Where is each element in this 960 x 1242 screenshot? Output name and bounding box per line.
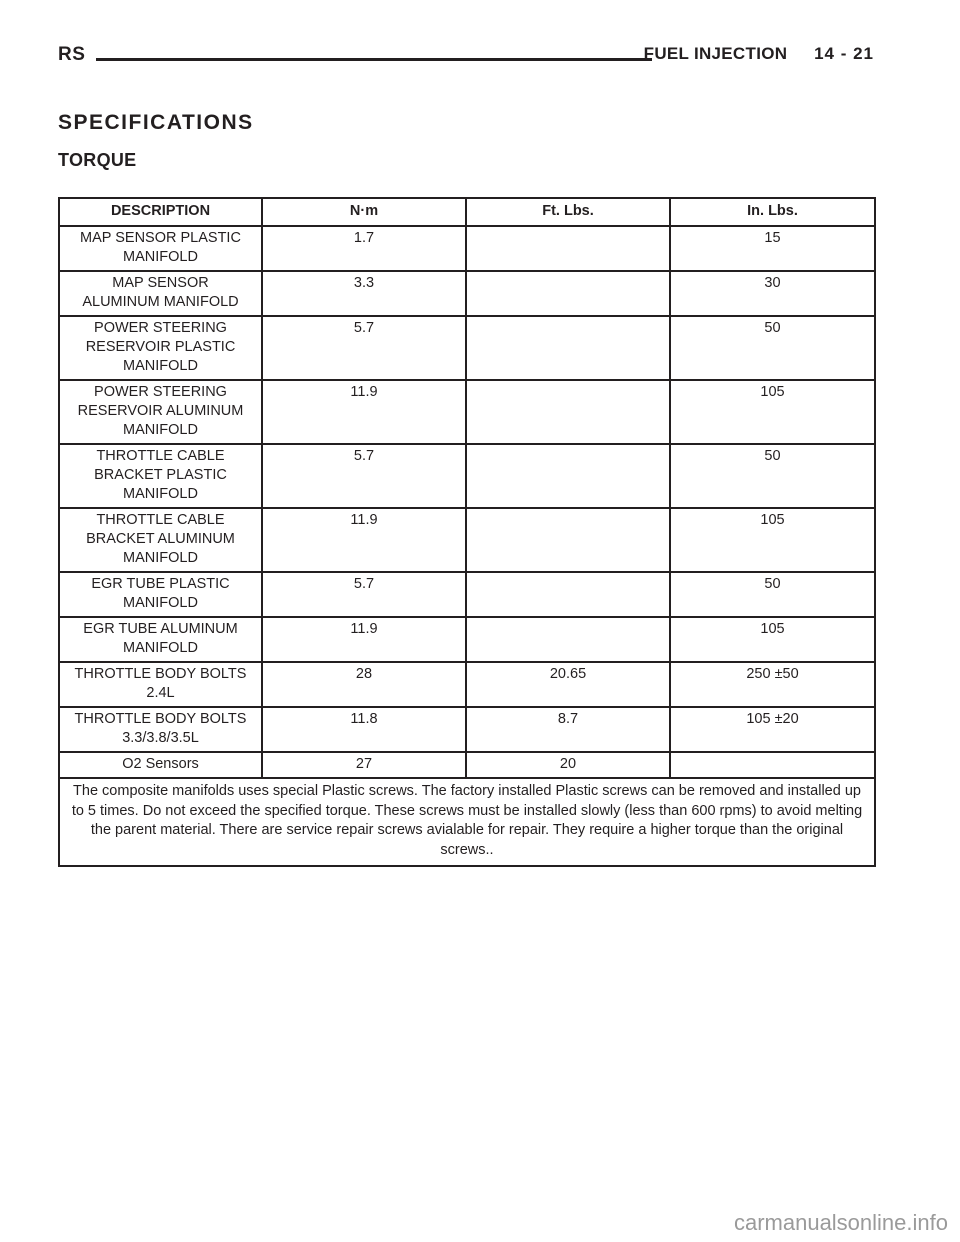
cell-in-lbs: 105 [670,380,875,444]
cell-nm: 11.9 [262,380,466,444]
cell-in-lbs: 50 [670,444,875,508]
table-row [59,226,875,271]
cell-ft-lbs [466,572,670,617]
cell-description: POWER STEERING RESERVOIR PLASTIC MANIFOLD [59,316,262,380]
cell-ft-lbs: 20.65 [466,662,670,707]
table-row [59,508,875,572]
table-row [59,617,875,662]
header-rule [96,58,652,61]
table-note: The composite manifolds uses special Plastic screws. The factory installed Plastic screws can be removed and installed up to 5 times. Do not exceed the specified torque. These screws must be installed slowly (less than 600 rpms) to avoid melting the parent material. There are service repair screws avialable for repair. They require a higher torque than the original screws.. [59,778,875,866]
column-header-nm: N·m [262,198,466,226]
cell-description: O2 Sensors [59,752,262,778]
cell-nm: 11.9 [262,617,466,662]
cell-ft-lbs [466,226,670,271]
cell-in-lbs: 50 [670,572,875,617]
cell-ft-lbs: 8.7 [466,707,670,752]
cell-nm: 5.7 [262,316,466,380]
cell-ft-lbs [466,508,670,572]
cell-description: EGR TUBE ALUMINUM MANIFOLD [59,617,262,662]
cell-in-lbs: 105 ±20 [670,707,875,752]
cell-in-lbs: 105 [670,508,875,572]
cell-description: EGR TUBE PLASTIC MANIFOLD [59,572,262,617]
cell-nm: 3.3 [262,271,466,316]
cell-description: THROTTLE BODY BOLTS 3.3/3.8/3.5L [59,707,262,752]
cell-nm: 1.7 [262,226,466,271]
table-row [59,444,875,508]
cell-description: MAP SENSOR ALUMINUM MANIFOLD [59,271,262,316]
cell-in-lbs: 250 ±50 [670,662,875,707]
cell-ft-lbs [466,617,670,662]
cell-ft-lbs [466,271,670,316]
cell-ft-lbs: 20 [466,752,670,778]
table-row [59,707,875,752]
page-header [58,44,874,72]
table-note-row [59,778,875,866]
cell-ft-lbs [466,316,670,380]
cell-nm: 11.9 [262,508,466,572]
cell-in-lbs: 15 [670,226,875,271]
subsection-title: TORQUE [58,150,137,170]
table-header-row [59,198,875,226]
cell-in-lbs [670,752,875,778]
table-row [59,380,875,444]
cell-nm: 5.7 [262,444,466,508]
header-right [644,44,874,64]
cell-nm: 28 [262,662,466,707]
table-row [59,271,875,316]
cell-description: THROTTLE BODY BOLTS 2.4L [59,662,262,707]
cell-nm: 27 [262,752,466,778]
section-title: SPECIFICATIONS [58,111,254,134]
cell-in-lbs: 105 [670,617,875,662]
watermark: carmanualsonline.info [733,1210,948,1235]
header-section-title: FUEL INJECTION [643,44,788,63]
cell-nm: 5.7 [262,572,466,617]
table-row [59,662,875,707]
table-row [59,572,875,617]
cell-description: MAP SENSOR PLASTIC MANIFOLD [59,226,262,271]
column-header-in-lbs: In. Lbs. [670,198,875,226]
torque-spec-table [58,197,876,867]
column-header-description: DESCRIPTION [59,198,262,226]
table-row [59,752,875,778]
table-row [59,316,875,380]
cell-nm: 11.8 [262,707,466,752]
cell-description: THROTTLE CABLE BRACKET ALUMINUM MANIFOLD [59,508,262,572]
column-header-ft-lbs: Ft. Lbs. [466,198,670,226]
cell-in-lbs: 30 [670,271,875,316]
cell-description: POWER STEERING RESERVOIR ALUMINUM MANIFOLD [59,380,262,444]
cell-ft-lbs [466,444,670,508]
cell-ft-lbs [466,380,670,444]
header-code: RS [58,44,86,65]
cell-in-lbs: 50 [670,316,875,380]
cell-description: THROTTLE CABLE BRACKET PLASTIC MANIFOLD [59,444,262,508]
header-page-number: 14 - 21 [814,44,874,63]
